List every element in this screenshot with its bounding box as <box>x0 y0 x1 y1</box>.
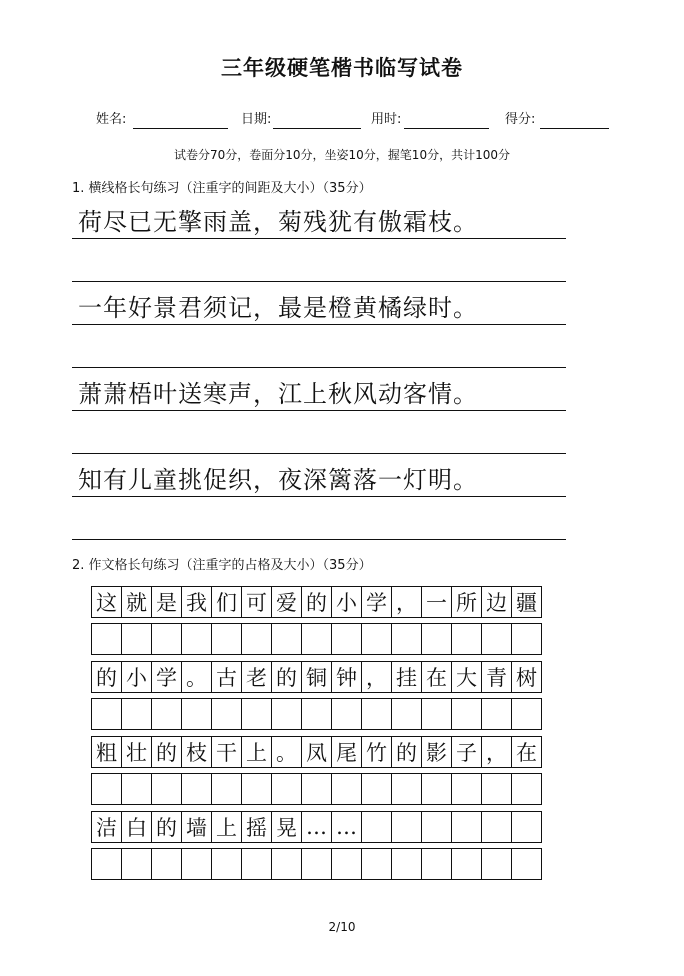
name-field[interactable] <box>133 128 228 129</box>
grid-cell: 所 <box>451 586 482 618</box>
grid-cell-empty[interactable] <box>211 773 242 805</box>
grid-cell[interactable] <box>511 811 542 843</box>
grid-practice-row <box>91 623 542 655</box>
ruled-line <box>72 410 566 411</box>
grid-cell: 大 <box>451 661 482 693</box>
ruled-line <box>72 496 566 497</box>
grid-cell-empty[interactable] <box>91 698 122 730</box>
grid-cell: 我 <box>181 586 212 618</box>
grid-cell: 钟 <box>331 661 362 693</box>
grid-cell-empty[interactable] <box>91 623 122 655</box>
writing-line[interactable] <box>72 516 566 540</box>
writing-line[interactable] <box>72 430 566 454</box>
grid-model-row <box>91 661 542 693</box>
grid-cell-empty[interactable] <box>391 848 422 880</box>
grid-cell-empty[interactable] <box>421 773 452 805</box>
time-field[interactable] <box>404 128 489 129</box>
grid-cell: 。 <box>271 736 302 768</box>
grid-cell-empty[interactable] <box>451 698 482 730</box>
date-label: 日期: <box>241 112 272 127</box>
grid-cell: 白 <box>121 811 152 843</box>
ruled-line <box>72 453 566 454</box>
score-field[interactable] <box>540 128 609 129</box>
grid-cell: 是 <box>151 586 182 618</box>
grid-cell-empty[interactable] <box>481 698 512 730</box>
grid-cell-empty[interactable] <box>121 623 152 655</box>
grid-cell: 尾 <box>331 736 362 768</box>
grid-cell-empty[interactable] <box>301 698 332 730</box>
model-line <box>72 208 566 239</box>
grid-practice-row <box>91 848 542 880</box>
grid-cell-empty[interactable] <box>511 773 542 805</box>
time-label: 用时: <box>371 112 402 127</box>
grid-cell: 边 <box>481 586 512 618</box>
grid-cell-empty[interactable] <box>151 698 182 730</box>
grid-cell-empty[interactable] <box>511 623 542 655</box>
grid-cell: ， <box>391 586 422 618</box>
grid-cell: 上 <box>241 736 272 768</box>
grid-cell-empty[interactable] <box>451 623 482 655</box>
grid-cell: ， <box>481 736 512 768</box>
grid-cell-empty[interactable] <box>301 848 332 880</box>
grid-cell[interactable] <box>391 811 422 843</box>
grid-cell-empty[interactable] <box>181 623 212 655</box>
grid-cell-empty[interactable] <box>121 698 152 730</box>
model-sentence: 一年好景君须记，最是橙黄橘绿时。 <box>78 294 478 322</box>
grid-cell: 树 <box>511 661 542 693</box>
writing-line[interactable] <box>72 344 566 368</box>
grid-cell: 子 <box>451 736 482 768</box>
grid-cell-empty[interactable] <box>121 773 152 805</box>
model-sentence: 萧萧梧叶送寒声，江上秋风动客情。 <box>78 380 478 408</box>
grid-cell: 凤 <box>301 736 332 768</box>
model-line <box>72 294 566 325</box>
grid-cell: 晃 <box>271 811 302 843</box>
grid-cell-empty[interactable] <box>241 848 272 880</box>
score-label: 得分: <box>505 112 536 127</box>
grid-cell-empty[interactable] <box>331 773 362 805</box>
grid-cell: ， <box>361 661 392 693</box>
grid-cell[interactable] <box>481 811 512 843</box>
grid-cell-empty[interactable] <box>181 773 212 805</box>
model-line <box>72 380 566 411</box>
grid-cell-empty[interactable] <box>391 773 422 805</box>
grid-model-row <box>91 811 542 843</box>
grid-cell: 老 <box>241 661 272 693</box>
grid-cell-empty[interactable] <box>301 623 332 655</box>
grid-cell: 的 <box>151 811 182 843</box>
grid-cell: 在 <box>421 661 452 693</box>
grid-cell-empty[interactable] <box>361 623 392 655</box>
date-field[interactable] <box>273 128 361 129</box>
grid-cell-empty[interactable] <box>481 773 512 805</box>
grid-cell[interactable] <box>361 811 392 843</box>
grid-cell: 上 <box>211 811 242 843</box>
grid-cell-empty[interactable] <box>511 848 542 880</box>
model-sentence: 知有儿童挑促织，夜深篱落一灯明。 <box>78 466 478 494</box>
grid-cell: … <box>331 811 362 843</box>
grid-cell: … <box>301 811 332 843</box>
grid-cell: 的 <box>301 586 332 618</box>
grid-cell-empty[interactable] <box>361 698 392 730</box>
grid-cell: 洁 <box>91 811 122 843</box>
ruled-line <box>72 367 566 368</box>
ruled-line <box>72 281 566 282</box>
grid-cell-empty[interactable] <box>511 698 542 730</box>
grid-model-row <box>91 736 542 768</box>
grid-cell-empty[interactable] <box>361 773 392 805</box>
grid-cell: 枝 <box>181 736 212 768</box>
grid-cell-empty[interactable] <box>361 848 392 880</box>
grid-cell: 一 <box>421 586 452 618</box>
grid-cell-empty[interactable] <box>241 623 272 655</box>
grid-practice-row <box>91 698 542 730</box>
grid-cell-empty[interactable] <box>91 848 122 880</box>
grid-practice-row <box>91 773 542 805</box>
page-number: 2/10 <box>328 920 356 934</box>
grid-cell: 们 <box>211 586 242 618</box>
grid-cell: 的 <box>391 736 422 768</box>
grid-cell-empty[interactable] <box>151 773 182 805</box>
grid-cell-empty[interactable] <box>211 623 242 655</box>
grid-cell-empty[interactable] <box>391 623 422 655</box>
grid-cell: 铜 <box>301 661 332 693</box>
grid-cell: 的 <box>91 661 122 693</box>
grid-cell: 的 <box>271 661 302 693</box>
grid-cell: 疆 <box>511 586 542 618</box>
section2-title: 2. 作文格长句练习（注重字的占格及大小）（35分） <box>72 558 372 573</box>
grid-cell-empty[interactable] <box>451 848 482 880</box>
grid-cell-empty[interactable] <box>421 698 452 730</box>
grid-cell-empty[interactable] <box>301 773 332 805</box>
grid-cell-empty[interactable] <box>181 848 212 880</box>
grid-cell-empty[interactable] <box>151 623 182 655</box>
name-label: 姓名: <box>96 112 127 127</box>
score-note: 试卷分70分，卷面分10分，坐姿10分，握笔10分，共计100分 <box>174 148 510 162</box>
grid-cell-empty[interactable] <box>211 698 242 730</box>
grid-cell-empty[interactable] <box>421 848 452 880</box>
grid-cell: 青 <box>481 661 512 693</box>
ruled-line <box>72 539 566 540</box>
grid-cell-empty[interactable] <box>211 848 242 880</box>
grid-cell-empty[interactable] <box>481 848 512 880</box>
grid-cell: 这 <box>91 586 122 618</box>
grid-cell: 爱 <box>271 586 302 618</box>
grid-cell: 竹 <box>361 736 392 768</box>
grid-cell: 粗 <box>91 736 122 768</box>
model-sentence: 荷尽已无擎雨盖，菊残犹有傲霜枝。 <box>78 208 478 236</box>
section1-title: 1. 横线格长句练习（注重字的间距及大小）（35分） <box>72 181 372 196</box>
grid-cell-empty[interactable] <box>181 698 212 730</box>
grid-cell-empty[interactable] <box>241 773 272 805</box>
grid-cell-empty[interactable] <box>391 698 422 730</box>
grid-cell-empty[interactable] <box>151 848 182 880</box>
grid-cell: 就 <box>121 586 152 618</box>
ruled-line <box>72 238 566 239</box>
grid-cell-empty[interactable] <box>331 623 362 655</box>
grid-cell-empty[interactable] <box>241 698 272 730</box>
grid-cell-empty[interactable] <box>271 698 302 730</box>
grid-cell: 。 <box>181 661 212 693</box>
grid-cell[interactable] <box>451 811 482 843</box>
grid-cell: 挂 <box>391 661 422 693</box>
grid-cell-empty[interactable] <box>451 773 482 805</box>
grid-cell-empty[interactable] <box>421 623 452 655</box>
grid-model-row <box>91 586 542 618</box>
grid-cell-empty[interactable] <box>331 848 362 880</box>
page-title: 三年级硬笔楷书临写试卷 <box>221 56 463 80</box>
model-line <box>72 466 566 497</box>
grid-cell-empty[interactable] <box>271 623 302 655</box>
grid-cell: 可 <box>241 586 272 618</box>
grid-cell-empty[interactable] <box>271 773 302 805</box>
grid-cell-empty[interactable] <box>121 848 152 880</box>
grid-cell: 学 <box>361 586 392 618</box>
grid-cell: 的 <box>151 736 182 768</box>
grid-cell: 在 <box>511 736 542 768</box>
ruled-line <box>72 324 566 325</box>
grid-cell[interactable] <box>421 811 452 843</box>
grid-cell: 学 <box>151 661 182 693</box>
grid-cell-empty[interactable] <box>91 773 122 805</box>
grid-cell: 壮 <box>121 736 152 768</box>
grid-cell: 小 <box>121 661 152 693</box>
grid-cell-empty[interactable] <box>481 623 512 655</box>
grid-cell: 墙 <box>181 811 212 843</box>
grid-cell: 摇 <box>241 811 272 843</box>
grid-cell-empty[interactable] <box>331 698 362 730</box>
grid-cell: 影 <box>421 736 452 768</box>
grid-cell-empty[interactable] <box>271 848 302 880</box>
grid-cell: 古 <box>211 661 242 693</box>
grid-cell: 干 <box>211 736 242 768</box>
writing-line[interactable] <box>72 258 566 282</box>
grid-cell: 小 <box>331 586 362 618</box>
